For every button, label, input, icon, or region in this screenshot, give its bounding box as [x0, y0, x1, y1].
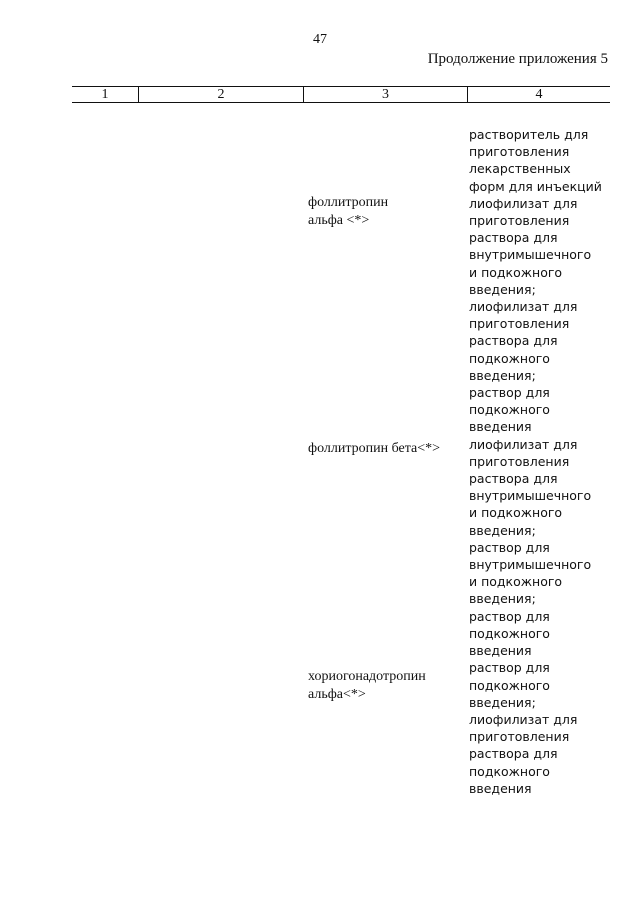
column-header-3: 3 — [304, 87, 468, 103]
substance-follitropin-beta: фоллитропин бета<*> — [308, 441, 441, 456]
continuation-label: Продолжение приложения 5 — [427, 51, 608, 67]
column-header-table — [72, 86, 610, 103]
column-header-4: 4 — [468, 87, 611, 103]
page-number: 47 — [313, 32, 327, 47]
column-header-2: 2 — [139, 87, 304, 103]
substance-choriogonadotropin-alfa: хориогонадотропин альфа<*> — [308, 669, 426, 702]
substance-follitropin-alfa: фоллитропин альфа <*> — [308, 195, 389, 228]
dosage-forms-text: растворитель для приготовления лекарственных форм для инъекций лиофилизат для приготовления раствора для внутримышечного и подкожного введения; лиофилизат для приготовления раствора для подкожного введения; раствор для подкожного введения лиофилизат для приготовления раствора для внутримышечного и подкожного введения; раствор для внутримышечного и подкожного введения; раствор для подкожного введения раствор для подкожного введения; лиофилизат для приготовления раствора для подкожного введения — [469, 127, 602, 796]
column-header-1: 1 — [72, 87, 139, 103]
